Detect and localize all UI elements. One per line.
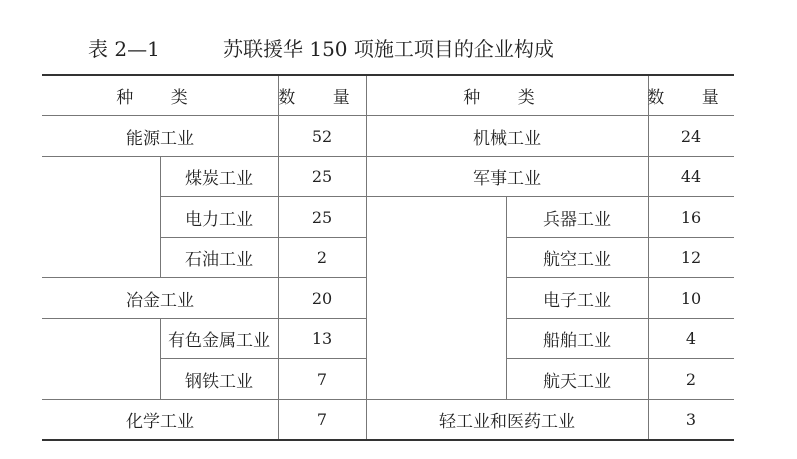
right-category-label: 航天工业 [543, 371, 611, 392]
right-category-label: 航空工业 [543, 250, 611, 270]
right-category-label: 电子工业 [543, 290, 611, 311]
table-caption [88, 33, 554, 62]
left-category-label: 有色金属工业 [168, 331, 270, 351]
right-count-value: 4 [685, 329, 697, 348]
left-category-label: 能源工业 [126, 128, 194, 149]
left-count-value: 25 [311, 207, 333, 227]
left-count-value: 52 [311, 126, 333, 146]
table-title: 苏联援华 150 项施工项目的企业构成 [223, 37, 554, 61]
right-count-value: 44 [680, 167, 702, 186]
left-count-value: 2 [316, 248, 328, 267]
right-count-value: 10 [680, 288, 702, 308]
right-count-value: 3 [685, 410, 697, 429]
right-category-label: 轻工业和医药工业 [439, 412, 575, 432]
right-count-value: 12 [680, 248, 702, 267]
left-category-label: 煤炭工业 [185, 169, 253, 189]
left-count-value: 20 [311, 288, 333, 308]
right-category-label: 军事工业 [473, 169, 541, 189]
right-count-value: 2 [685, 369, 697, 389]
header-count-right: 数 量 [647, 88, 735, 108]
right-count-value: 24 [680, 126, 702, 146]
left-category-label: 电力工业 [185, 209, 253, 230]
left-category-label: 化学工业 [126, 412, 194, 432]
left-category-label: 钢铁工业 [185, 371, 253, 392]
left-count-value: 25 [311, 167, 333, 186]
right-category-label: 船舶工业 [543, 331, 611, 351]
left-count-value: 7 [316, 410, 328, 429]
left-category-label: 冶金工业 [126, 290, 194, 311]
bottom-rule [42, 439, 734, 441]
right-category-label: 兵器工业 [543, 209, 611, 230]
left-count-value: 13 [311, 329, 333, 348]
left-category-label: 石油工业 [185, 250, 253, 270]
header-count-left: 数 量 [278, 88, 366, 108]
right-category-label: 机械工业 [473, 128, 541, 149]
header-category-left: 种 类 [116, 88, 204, 108]
header-category-right: 种 类 [463, 88, 551, 108]
table-number: 表 2—1 [88, 37, 160, 61]
left-count-value: 7 [316, 369, 328, 389]
right-count-value: 16 [680, 207, 702, 227]
